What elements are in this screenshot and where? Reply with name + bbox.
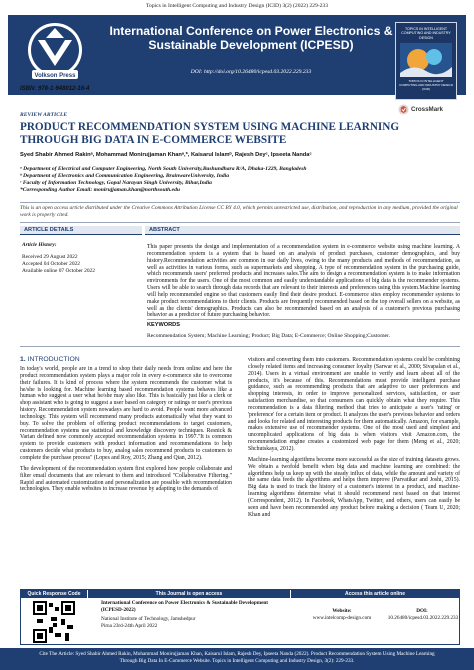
divider xyxy=(147,319,460,320)
article-details xyxy=(22,238,142,320)
accepted-date: Accepted 04 October 2022 xyxy=(22,260,80,267)
paragraph: visitors and converting them into customers. Recommendation systems could be combining closely related items and increasing consumer loyalty (Sarwar et al., 2000; Sivapalan et al., 2014). Users in a virtual environment are unable to verify and learn about all of the products, it's because of this. Recommendations must provide intelligent purchase guidance, such as recommending products that are adaptive to user preferences and shopping interests, in order to improve personalized services, satisfaction, or user satisfaction merchandise, so that consumers can quickly obtain what they require. This recommendation is a data filtering method that tries to anticipate a user's 'rating' or 'preference' for a certain item or product. It analyzes the user's previous behavior and orders and looks for related and interesting products for them automatically. Amazon, for example, makes extensive use of recommender systems. One of the most used and simplest and uncomplicated applications of big data is when visitors visit Amazon.com, the recommendation engine creates a customized web page for them (Meng et al., 2020; Shchutskaya, 2012). xyxy=(248,357,460,452)
paragraph: In today's world, people are in a trend to shop their daily needs from online and here the product recommendation system plays a major role in every e-commerce site to overcome their failures. It is kind of process where the system recommends the customer what is he/she is looking for. Machine learning based recommendation systems behaves like a human who suggest a user what he/she may also like. This is basically just like a clerk or shop assistant who is going to suggest a user based on category or ratings or user's previous history. Recommendation system nowadays are hard to avoid. People want more advanced technology. This system will recommend many products automatically what they want to buy. To solve the problem of offering product recommendations to target customers, recommendation systems use statistical and knowledge discovery techniques. Resnick & Varian defined now commonly accepted recommendation systems in 1997."It is common system to provide customers with product information and recommendations to help customers decide what products to buy, analog sales recommend products to customers to complete the purchase process" (Lopes and Roy, 2015; Zhang and Qian, 2012). xyxy=(20,366,232,461)
access-info-table xyxy=(20,589,460,645)
corresponding-email[interactable]: *Corresponding Author Email: monirujjaman.khan@northsouth.edu xyxy=(20,187,181,193)
abstract-heading: ABSTRACT xyxy=(145,226,460,235)
citation-bar: Cite The Article: Syed Shabir Ahmed Rakin, Mohammad Monirujjaman Khan, Kaisarul Islam, Rajesh Dey, Ipseeta Nanda (2022). Product Recommendation System Using Machine Learning Through Big Data In E-Commerce Website. Topics in Intelligent Computing and Industry Design, 3(2): 229-233. xyxy=(0,648,474,670)
website-link[interactable]: www.intelcomp-design.com xyxy=(312,615,372,621)
keywords-list: Recommendation System; Machine Learning; Product; Big Data; E-Commerce; Online Shopping;Customer. xyxy=(147,333,390,339)
doi-value[interactable]: 10.26480/icpesd.03.2022.229.233 xyxy=(387,615,459,621)
conference-dates: Pirna 23rd-24th April 2022 xyxy=(101,623,158,629)
affiliations xyxy=(20,166,460,194)
website-label: Website: xyxy=(332,608,352,614)
section-number: 1. xyxy=(20,356,26,363)
venue: National Institute of Technology, Jamshedpur xyxy=(101,616,196,622)
history-label: Article History: xyxy=(22,242,57,248)
cover-footer: TOPICS IN INTELLIGENT COMPUTING AND INDUSTRY DESIGN (ICID) xyxy=(399,79,453,91)
crossmark-badge[interactable] xyxy=(398,103,460,115)
conference-title: International Conference on Power Electronics & Sustainable Development (ICPESD) xyxy=(109,24,393,52)
divider xyxy=(20,202,460,203)
crossmark-label: CrossMark xyxy=(411,105,443,113)
seal-wordmark: Volkson Press xyxy=(34,73,76,79)
divider xyxy=(20,222,460,223)
affiliation-a: ᵃ Department of Electrical and Computer Engineering, North South University,Bashundhara R/A, Dhaka-1229, Bangladesh xyxy=(20,166,307,172)
license-notice: This is an open access article distributed under the Creative Commons Attribution License CC BY 4.0, which permits unrestricted use, distribution, and reproduction in any medium, provided the original work is properly cited. xyxy=(20,205,458,218)
paragraph: Machine-learning algorithms become more successful as the size of training datasets grows. We obtain a twofold benefit when big data and machine learning are combined: the algorithms help us keep up with the steady influx of data, while the amount and variety of the same data feeds the algorithms and helps them improve (Parvatikar and Joshi, 2015). Big data is used to track the history of a customer's interest in a product, and machine-learning algorithms determine what it should recommend next based on that interest (Correspondent, 2012). In Facebook, WhatsApp, Twitter, and others, users can easily be seen and have been recommended any product before making a decision ( Team U, 2020; Khan and xyxy=(248,456,460,518)
divider xyxy=(20,346,460,347)
crossmark-icon xyxy=(398,104,409,115)
journal-cover-image xyxy=(395,22,457,100)
conference-name: International Conference on Power Electronics & Sustainable Development (ICPESD-2022) xyxy=(101,600,268,613)
article-details-heading: ARTICLE DETAILS xyxy=(20,226,142,235)
paper-title: PRODUCT RECOMMENDATION SYSTEM USING MACHINE LEARNING THROUGH BIG DATA IN E-COMMERCE WEBSITE xyxy=(20,121,400,146)
article-type: REVIEW ARTICLE xyxy=(20,112,68,118)
isbn: ISBN: 978-1-948012-16-4 xyxy=(20,86,90,92)
qr-column-head: Quick Response Code xyxy=(21,590,87,598)
journal-column-head: This Journal is open access xyxy=(88,590,290,598)
access-column-head: Access this article online xyxy=(291,590,459,598)
doi-line[interactable]: DOI: http://doi.org/10.26480/icpesd.03.2022.229.233 xyxy=(190,69,312,75)
qr-code-icon[interactable] xyxy=(33,601,75,643)
cover-art-icon xyxy=(400,43,452,77)
paragraph: The development of the recommendation system first explored how people collaborate and filter email documents that are relevant to them and introduced "Collaborative Filtering." Rapid and automated customization and personalization are possible with recommendation technologies. They enable websites to increase revenue by adapting to the demands of xyxy=(20,465,232,493)
doi-label: DOI: xyxy=(416,608,428,614)
abstract-text: This paper presents the design and implementation of a recommendation system in e-commerce website using machine learning. A recommendation system is a system that is based on an analysis of product purchases, customer demographics, and buy history.Recommendation activities are common in our daily lives, owing to the many products and methods of recommendation, as well as activities in various forms, such as supermarkets and shopping. A type of recommendation system in the purchasing guide, which recommends users' preferred products and increases sales.The aim to design a recommendation system is to make information environments for the users. One of the most common and easily understandable applications of big data is the recommender systems. Users will be able to search through data records that are relevant to their interests and preferences using this system.Machine learning will help recommended engine so that customers easily find their desire product. E-commerce sites employ recommender systems to make product recommendations to their clients. Products are frequently recommended based on the top overall sellers on a website, as well as the clients' demographics. Products can also be recommended based on an analysis of a customer's previous purchasing behavior as a predictor of future purchasing behavior. xyxy=(147,244,460,319)
affiliation-c: ᶜ Faculty of Information Technology, Gopal Narayan Singh University, Bihar,India xyxy=(20,180,212,186)
online-date: Available online 07 October 2022 xyxy=(22,267,95,274)
publisher-seal-logo xyxy=(18,20,92,84)
introduction-heading xyxy=(20,356,80,363)
intro-right-column xyxy=(248,357,460,522)
section-title: INTRODUCTION xyxy=(27,356,80,363)
keywords-heading: KEYWORDS xyxy=(147,322,180,328)
received-date: Received 29 August 2022 xyxy=(22,254,78,260)
intro-left-column xyxy=(20,366,232,497)
author-list: Syed Shabir Ahmed Rakinᵃ, Mohammad Monirujjaman Khanᵃ,*, Kaisarul Islamᵇ, Rajesh Deyᶜ, Ipseeta Nandaᶜ xyxy=(20,152,312,158)
cover-heading: TOPICS IN INTELLIGENT COMPUTING AND INDUSTRY DESIGN xyxy=(401,27,451,40)
affiliation-b: ᵇ Department of Electronics and Communication Engineering, BrainwareUniversity, India xyxy=(20,173,230,179)
running-head: Topics in Intelligent Computing and Industry Design (ICID) 3(2) (2022) 229-233 xyxy=(146,3,328,9)
